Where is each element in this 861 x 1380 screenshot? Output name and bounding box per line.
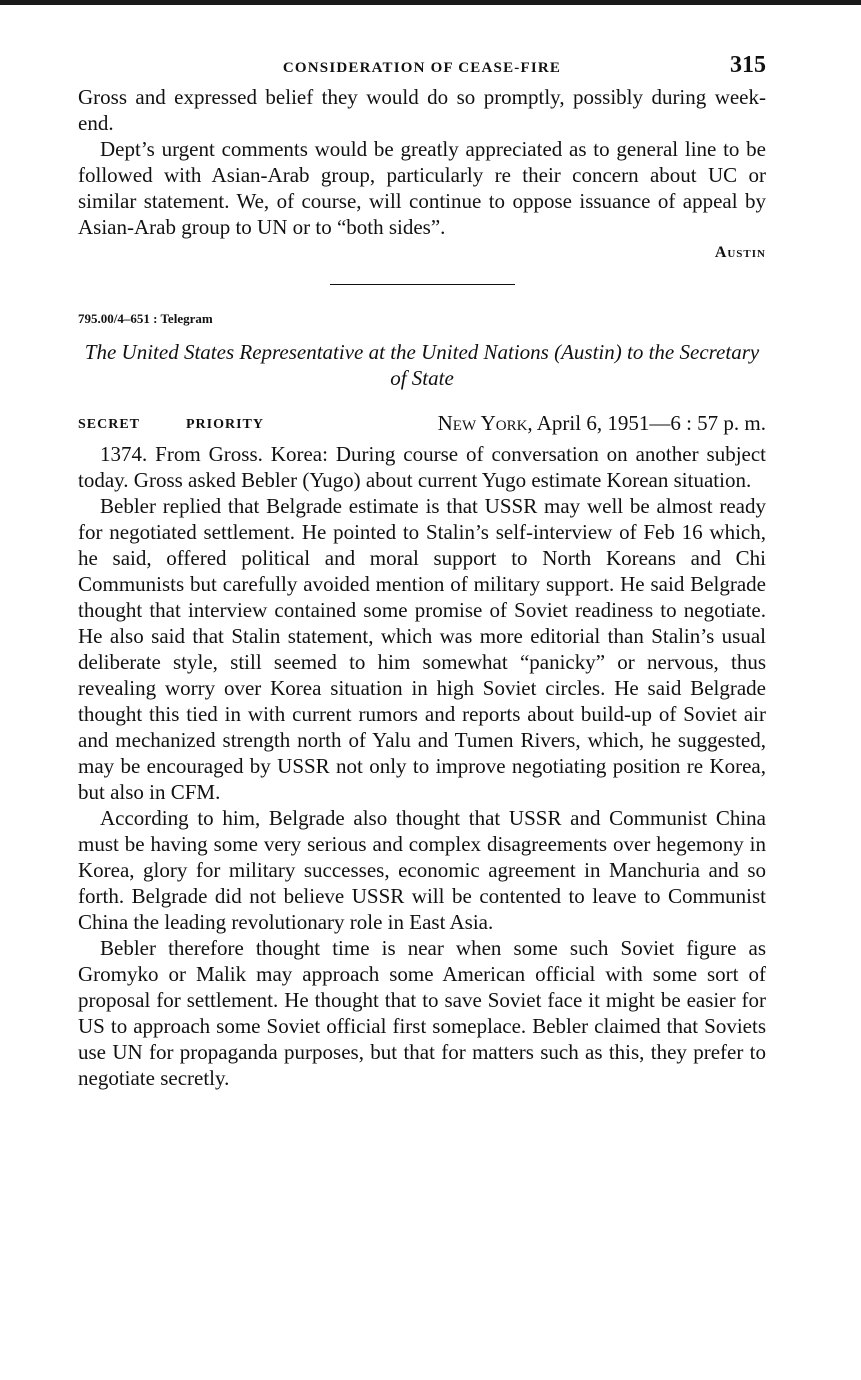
document-page xyxy=(78,50,766,1091)
body-paragraph-2: Bebler replied that Belgrade estimate is that USSR may well be almost ready for negotiated settlement. He pointed to Stalin’s self-interview of Feb 16 which, he said, offered political and moral support to North Koreans and Chi Communists but carefully avoided mention of military support. He said Belgrade thought that interview contained some promise of Soviet readiness to negotiate. He also said that Stalin statement, which was more editorial than Stalin’s usual deliberate style, still seemed to him somewhat “panicky” or nervous, thus revealing worry over Korea situation in high Soviet circles. He said Belgrade thought this tied in with current rumors and reports about build-up of Soviet air and mechanized strength north of Yalu and Tumen Rivers, which, he suggested, may be encouraged by USSR not only to improve negotiating position re Korea, but also in CFM. xyxy=(78,494,766,804)
page-top-border xyxy=(0,0,861,5)
priority-label: PRIORITY xyxy=(186,417,265,432)
telegram-header xyxy=(78,411,766,441)
body-paragraph-1: 1374. From Gross. Korea: During course of conversation on another subject today. Gross asked Bebler (Yugo) about current Yugo estimate Korean situation. xyxy=(78,442,766,492)
signature: Austin xyxy=(714,244,766,261)
classification-label: SECRET xyxy=(78,417,141,432)
continuation-paragraph-1: Gross and expressed belief they would do so promptly, possibly during week-end. xyxy=(78,85,766,135)
page-number: 315 xyxy=(730,52,766,78)
running-head xyxy=(78,50,766,84)
continuation-paragraph-2: Dept’s urgent comments would be greatly appreciated as to general line to be followed with Asian-Arab group, particularly re their concern about UC or similar statement. We, of course, will continue to oppose issuance of appeal by Asian-Arab group to UN or to “both sides”. xyxy=(78,137,766,239)
section-divider xyxy=(330,284,515,285)
running-head-title: CONSIDERATION OF CEASE-FIRE xyxy=(282,60,562,76)
dateline-place: New York, xyxy=(437,411,533,435)
dateline-date: April 6, 1951—6 : 57 p. m. xyxy=(532,411,766,435)
document-title: The United States Representative at the United Nations (Austin) to the Secretary of State xyxy=(84,340,760,390)
body-paragraph-4: Bebler therefore thought time is near when some such Soviet figure as Gromyko or Malik may approach some American official with some sort of proposal for settlement. He thought that to save Soviet face it might be easier for US to approach some Soviet official first someplace. Bebler claimed that Soviets use UN for propaganda purposes, but that for matters such as this, they prefer to negotiate secretly. xyxy=(78,936,766,1090)
file-reference: 795.00/4–651 : Telegram xyxy=(78,311,213,326)
dateline xyxy=(438,411,766,436)
body-paragraph-3: According to him, Belgrade also thought that USSR and Communist China must be having some very serious and complex disagreements over hegemony in Korea, glory for military successes, economic agreement in Manchuria and so forth. Belgrade did not believe USSR will be contented to leave to Communist China the leading revolutionary role in East Asia. xyxy=(78,806,766,934)
